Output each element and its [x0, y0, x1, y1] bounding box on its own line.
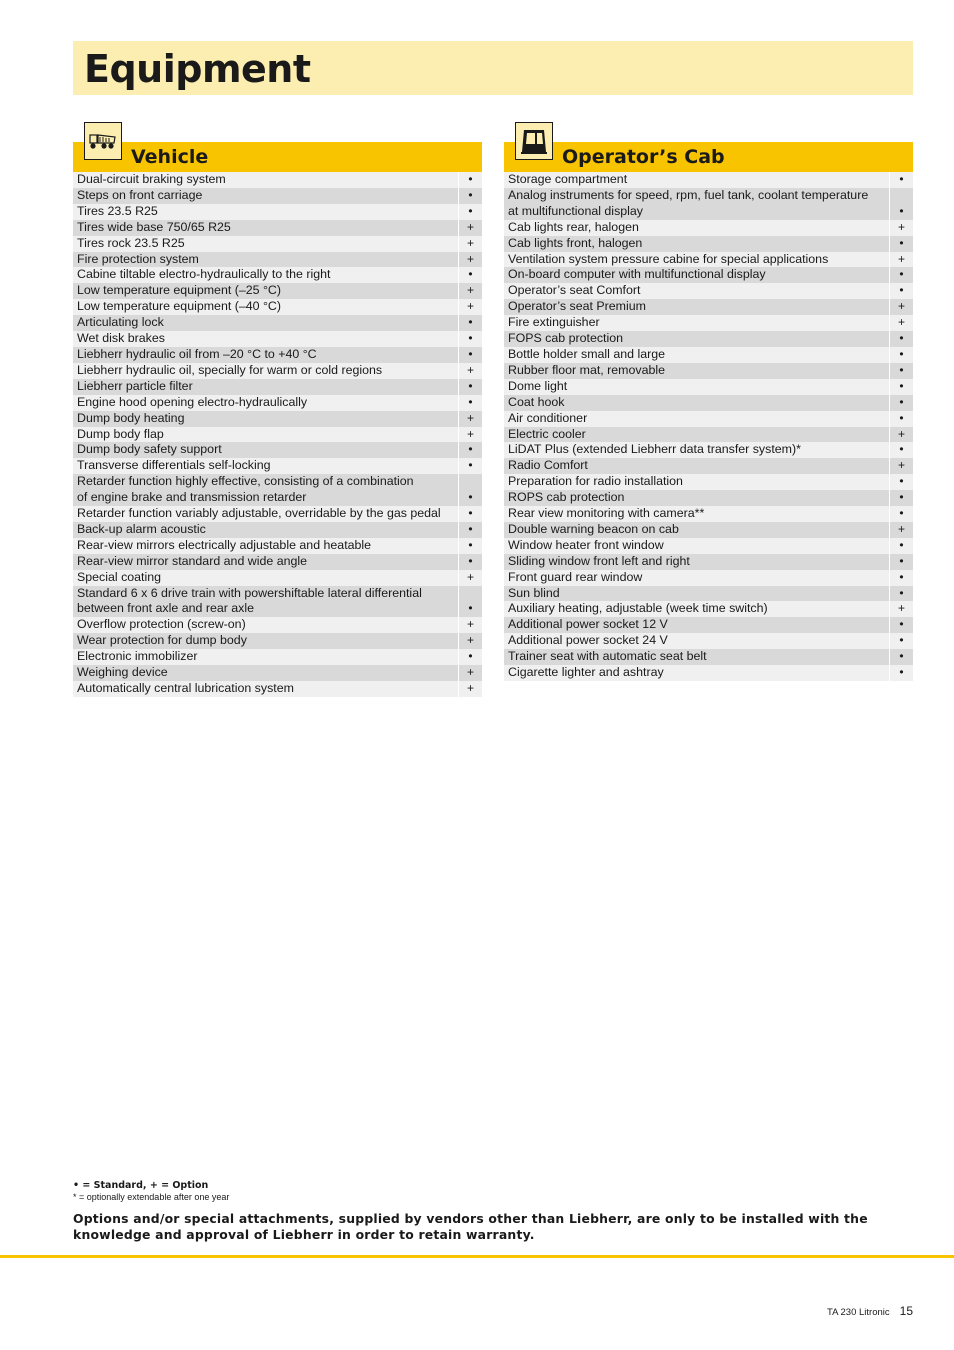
availability-mark: + [458, 363, 482, 379]
warranty-disclaimer: Options and/or special attachments, supplied by vendors other than Liebherr, are only to be installed with the knowledge and approval of Liebherr in order to retain warranty. [73, 1211, 868, 1242]
table-row [504, 649, 913, 665]
dump-truck-icon [84, 122, 122, 160]
table-row [73, 649, 482, 665]
table-row [504, 506, 913, 522]
availability-mark: + [458, 681, 482, 697]
table-row [73, 665, 482, 681]
table-row [73, 188, 482, 204]
availability-mark: • [458, 442, 482, 458]
availability-mark: • [458, 315, 482, 331]
table-row [73, 411, 482, 427]
table-row [504, 299, 913, 315]
equipment-label: Cab lights rear, halogen [508, 219, 639, 234]
availability-mark: + [889, 522, 913, 538]
availability-mark: + [458, 411, 482, 427]
table-row [73, 458, 482, 474]
availability-mark: • [889, 363, 913, 379]
table-row [73, 586, 482, 618]
equipment-label: Dump body safety support [77, 442, 222, 457]
equipment-label: Rear view monitoring with camera** [508, 506, 705, 521]
availability-mark: • [889, 347, 913, 363]
table-row [504, 283, 913, 299]
table-row [73, 220, 482, 236]
table-row [504, 172, 913, 188]
table-row [73, 363, 482, 379]
equipment-label: Liebherr hydraulic oil, specially for warm or cold regions [77, 362, 383, 377]
availability-mark: • [889, 172, 913, 188]
equipment-label: Cab lights front, halogen [508, 235, 643, 250]
availability-mark: • [889, 474, 913, 490]
availability-mark: • [458, 267, 482, 283]
legend-note: * = optionally extendable after one year [73, 1192, 230, 1202]
table-row [73, 617, 482, 633]
equipment-label: Retarder function variably adjustable, overridable by the gas pedal [77, 506, 441, 521]
equipment-label: Operator’s seat Premium [508, 299, 646, 314]
equipment-label: Air conditioner [508, 410, 588, 425]
availability-mark: • [458, 188, 482, 204]
availability-mark: • [458, 347, 482, 363]
equipment-label: Special coating [77, 569, 162, 584]
availability-mark: + [458, 665, 482, 681]
table-row [73, 299, 482, 315]
table-row [504, 554, 913, 570]
table-row [504, 617, 913, 633]
legend [73, 1180, 229, 1203]
equipment-label: Automatically central lubrication system [77, 681, 294, 695]
availability-mark: + [458, 427, 482, 443]
table-row [73, 506, 482, 522]
page-footer [827, 1304, 913, 1318]
availability-mark: • [889, 331, 913, 347]
equipment-label: Tires rock 23.5 R25 [77, 235, 185, 250]
table-row [73, 172, 482, 188]
table-row [504, 586, 913, 602]
availability-mark: • [889, 283, 913, 299]
availability-mark: + [889, 315, 913, 331]
availability-mark: + [458, 570, 482, 586]
page-banner [73, 41, 913, 95]
availability-mark: + [458, 220, 482, 236]
availability-mark: • [458, 474, 482, 506]
table-row [504, 490, 913, 506]
table-row [504, 188, 913, 220]
equipment-label: Storage compartment [508, 172, 628, 186]
equipment-label: ROPS cab protection [508, 490, 625, 505]
equipment-label: Cigarette lighter and ashtray [508, 665, 664, 680]
equipment-label: Rear-view mirror standard and wide angle [77, 553, 308, 568]
table-row [504, 331, 913, 347]
table-row [504, 601, 913, 617]
table-row [504, 427, 913, 443]
table-row [73, 633, 482, 649]
availability-mark: • [458, 172, 482, 188]
table-row [504, 347, 913, 363]
availability-mark: • [889, 538, 913, 554]
equipment-label: Rubber floor mat, removable [508, 362, 666, 377]
vehicle-title: Vehicle [131, 146, 209, 168]
equipment-label: Front guard rear window [508, 569, 643, 584]
vehicle-list [73, 172, 482, 697]
table-row [73, 267, 482, 283]
availability-mark: + [889, 427, 913, 443]
availability-mark: • [889, 617, 913, 633]
equipment-label: Retarder function highly effective, consisting of a combination of engine brake and transmission retarder [77, 474, 414, 505]
equipment-label: Additional power socket 24 V [508, 633, 668, 648]
page-number: 15 [899, 1304, 913, 1318]
equipment-label: Additional power socket 12 V [508, 617, 668, 632]
table-row [504, 236, 913, 252]
equipment-label: Electronic immobilizer [77, 649, 198, 664]
table-row [504, 379, 913, 395]
availability-mark: • [889, 649, 913, 665]
table-row [504, 220, 913, 236]
cab-icon [515, 122, 553, 160]
availability-mark: + [889, 601, 913, 617]
equipment-label: Electric cooler [508, 426, 586, 441]
table-row [73, 681, 482, 697]
table-row [504, 442, 913, 458]
table-row [504, 315, 913, 331]
equipment-label: Low temperature equipment (–25 °C) [77, 283, 281, 298]
equipment-label: Engine hood opening electro-hydraulically [77, 394, 308, 409]
equipment-label: Bottle holder small and large [508, 346, 666, 361]
equipment-label: Weighing device [77, 665, 168, 680]
table-row [504, 570, 913, 586]
equipment-label: Ventilation system pressure cabine for special applications [508, 251, 829, 266]
table-row [504, 474, 913, 490]
availability-mark: • [889, 236, 913, 252]
table-row [73, 236, 482, 252]
availability-mark: • [458, 554, 482, 570]
equipment-label: Dome light [508, 378, 568, 393]
availability-mark: • [889, 633, 913, 649]
table-row [73, 570, 482, 586]
equipment-label: Analog instruments for speed, rpm, fuel tank, coolant temperature at multifunctional display [508, 187, 869, 218]
table-row [73, 379, 482, 395]
equipment-label: Dual-circuit braking system [77, 172, 226, 186]
equipment-label: Tires wide base 750/65 R25 [77, 219, 231, 234]
table-row [504, 395, 913, 411]
vehicle-section [73, 122, 482, 697]
table-row [73, 474, 482, 506]
equipment-label: Fire extinguisher [508, 315, 600, 330]
table-row [504, 411, 913, 427]
table-row [504, 252, 913, 268]
equipment-label: Wet disk brakes [77, 331, 165, 346]
equipment-label: Back-up alarm acoustic [77, 521, 206, 536]
availability-mark: • [458, 395, 482, 411]
availability-mark: • [458, 379, 482, 395]
equipment-label: LiDAT Plus (extended Liebherr data transfer system)* [508, 442, 801, 457]
availability-mark: + [889, 299, 913, 315]
availability-mark: • [889, 442, 913, 458]
availability-mark: • [458, 204, 482, 220]
equipment-label: Dump body flap [77, 426, 164, 441]
availability-mark: • [889, 411, 913, 427]
equipment-label: Fire protection system [77, 251, 199, 266]
availability-mark: • [889, 665, 913, 681]
availability-mark: • [889, 586, 913, 602]
availability-mark: + [458, 299, 482, 315]
equipment-label: Operator’s seat Comfort [508, 283, 641, 298]
cab-list [504, 172, 913, 681]
availability-mark: • [458, 586, 482, 618]
equipment-label: Preparation for radio installation [508, 474, 683, 489]
availability-mark: • [458, 331, 482, 347]
equipment-label: Window heater front window [508, 537, 664, 552]
table-row [504, 665, 913, 681]
equipment-label: Radio Comfort [508, 458, 588, 473]
availability-mark: + [458, 283, 482, 299]
equipment-label: Liebherr hydraulic oil from –20 °C to +40 °C [77, 346, 317, 361]
equipment-label: Overflow protection (screw-on) [77, 617, 246, 632]
equipment-label: On-board computer with multifunctional display [508, 267, 766, 282]
equipment-label: Standard 6 x 6 drive train with powershiftable lateral differential between front axle and rear axle [77, 585, 422, 616]
availability-mark: • [458, 649, 482, 665]
availability-mark: • [458, 522, 482, 538]
equipment-label: Transverse differentials self-locking [77, 458, 271, 473]
table-row [73, 554, 482, 570]
cab-title: Operator’s Cab [562, 146, 725, 168]
table-row [504, 633, 913, 649]
table-row [73, 427, 482, 443]
availability-mark: + [458, 617, 482, 633]
equipment-label: Trainer seat with automatic seat belt [508, 649, 707, 664]
table-row [73, 347, 482, 363]
availability-mark: • [889, 490, 913, 506]
availability-mark: • [458, 506, 482, 522]
availability-mark: • [889, 506, 913, 522]
availability-mark: + [458, 252, 482, 268]
table-row [504, 538, 913, 554]
table-row [504, 363, 913, 379]
availability-mark: + [889, 252, 913, 268]
equipment-label: Double warning beacon on cab [508, 521, 679, 536]
footer-rule [0, 1255, 954, 1258]
equipment-label: Low temperature equipment (–40 °C) [77, 299, 281, 314]
legend-main: • = Standard, + = Option [73, 1180, 209, 1191]
table-row [73, 204, 482, 220]
equipment-label: Sliding window front left and right [508, 553, 690, 568]
table-row [504, 522, 913, 538]
availability-mark: • [889, 379, 913, 395]
availability-mark: + [458, 633, 482, 649]
table-row [73, 315, 482, 331]
equipment-label: Dump body heating [77, 410, 185, 425]
equipment-label: Liebherr particle filter [77, 378, 193, 393]
equipment-label: Wear protection for dump body [77, 633, 247, 648]
equipment-label: Cabine tiltable electro-hydraulically to the right [77, 267, 331, 282]
equipment-label: FOPS cab protection [508, 331, 624, 346]
table-row [73, 522, 482, 538]
availability-mark: • [889, 554, 913, 570]
availability-mark: + [458, 236, 482, 252]
document-name: TA 230 Litronic [826, 1307, 890, 1318]
equipment-label: Steps on front carriage [77, 187, 203, 202]
availability-mark: + [889, 458, 913, 474]
equipment-label: Sun blind [508, 585, 560, 600]
availability-mark: • [889, 267, 913, 283]
availability-mark: • [458, 538, 482, 554]
cab-header [504, 122, 913, 172]
table-row [73, 538, 482, 554]
table-row [73, 442, 482, 458]
page-title: Equipment [84, 47, 311, 91]
equipment-label: Tires 23.5 R25 [77, 203, 158, 218]
equipment-label: Rear-view mirrors electrically adjustable and heatable [77, 537, 372, 552]
availability-mark: + [889, 220, 913, 236]
table-row [504, 458, 913, 474]
cab-section [504, 122, 913, 681]
table-row [504, 267, 913, 283]
table-row [73, 331, 482, 347]
availability-mark: • [889, 570, 913, 586]
table-row [73, 395, 482, 411]
vehicle-header [73, 122, 482, 172]
equipment-label: Auxiliary heating, adjustable (week time switch) [508, 601, 768, 616]
equipment-label: Articulating lock [77, 315, 164, 330]
availability-mark: • [458, 458, 482, 474]
availability-mark: • [889, 188, 913, 220]
equipment-label: Coat hook [508, 394, 565, 409]
availability-mark: • [889, 395, 913, 411]
table-row [73, 252, 482, 268]
table-row [73, 283, 482, 299]
